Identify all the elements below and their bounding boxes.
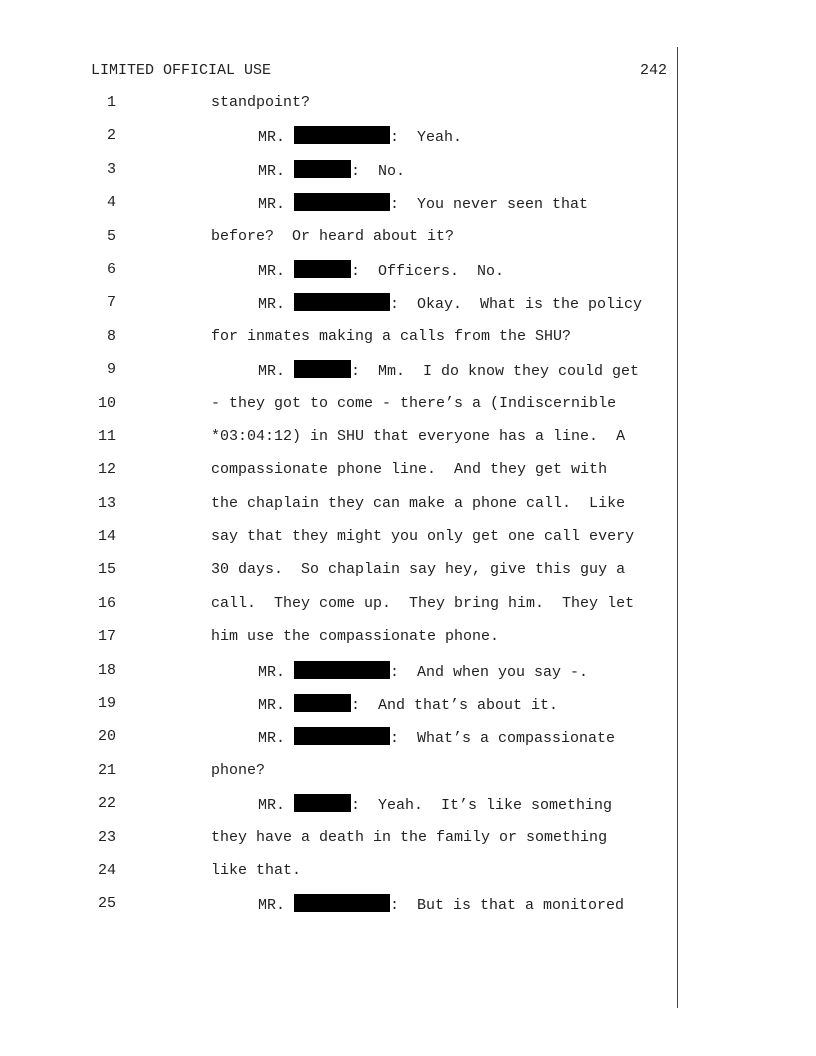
line-content: phone? — [211, 761, 266, 779]
speaker-prefix: MR. — [258, 296, 295, 314]
line-number: 9 — [106, 361, 116, 379]
redaction-box — [294, 661, 390, 679]
line-text — [258, 126, 462, 148]
speaker-prefix: MR. — [258, 697, 295, 715]
line-content: call. They come up. They bring him. They let — [211, 594, 635, 612]
line-text — [211, 460, 607, 480]
transcript-line — [0, 727, 816, 760]
line-number: 6 — [106, 260, 116, 278]
redaction-box — [294, 894, 390, 912]
line-number: 2 — [106, 127, 116, 145]
speaker-prefix: MR. — [258, 196, 295, 214]
line-content: compassionate phone line. And they get with — [211, 461, 608, 479]
line-number: 15 — [97, 561, 116, 579]
line-number: 14 — [97, 528, 116, 546]
line-content: : And that’s about it. — [351, 697, 559, 715]
line-number: 3 — [106, 160, 116, 178]
line-content: : You never seen that — [390, 196, 589, 214]
line-text — [258, 193, 588, 215]
line-number: 5 — [106, 227, 116, 245]
speaker-prefix: MR. — [258, 262, 295, 280]
transcript-line — [0, 661, 816, 694]
transcript-line — [0, 861, 816, 894]
line-number: 18 — [97, 661, 116, 679]
transcript-line — [0, 260, 816, 293]
page-number: 242 — [639, 62, 667, 79]
line-number: 10 — [97, 394, 116, 412]
line-text — [258, 160, 405, 182]
line-number: 12 — [97, 461, 116, 479]
transcript-line — [0, 293, 816, 326]
speaker-prefix: MR. — [258, 897, 295, 915]
line-content: they have a death in the family or something — [211, 828, 608, 846]
line-text — [211, 594, 634, 614]
transcript-line — [0, 560, 816, 593]
transcript-line — [0, 227, 816, 260]
line-number: 19 — [97, 695, 116, 713]
line-content: : And when you say -. — [390, 663, 589, 681]
line-content: : Yeah. — [390, 129, 463, 147]
redaction-box — [294, 126, 390, 144]
speaker-prefix: MR. — [258, 797, 295, 815]
line-number: 24 — [97, 861, 116, 879]
line-content: like that. — [211, 861, 302, 879]
line-text — [211, 861, 301, 881]
transcript-line — [0, 394, 816, 427]
line-content: : Okay. What is the policy — [390, 296, 643, 314]
line-number: 21 — [97, 761, 116, 779]
classification-label: LIMITED OFFICIAL USE — [91, 62, 272, 79]
line-number: 11 — [97, 427, 116, 445]
transcript-line — [0, 193, 816, 226]
line-content: : Mm. I do know they could get — [351, 363, 640, 381]
line-text — [211, 227, 454, 247]
line-text — [258, 794, 612, 816]
line-number: 8 — [106, 327, 116, 345]
line-content: the chaplain they can make a phone call. Like — [211, 494, 626, 512]
line-text — [258, 727, 615, 749]
redaction-box — [294, 727, 390, 745]
line-text — [211, 494, 625, 514]
transcript-line — [0, 160, 816, 193]
line-text — [211, 527, 634, 547]
transcript-line — [0, 327, 816, 360]
transcript-line — [0, 527, 816, 560]
speaker-prefix: MR. — [258, 162, 295, 180]
redaction-box — [294, 193, 390, 211]
transcript-line — [0, 627, 816, 660]
transcript-line — [0, 93, 816, 126]
line-content: for inmates making a calls from the SHU? — [211, 327, 572, 345]
transcript-line — [0, 360, 816, 393]
line-content: say that they might you only get one call every — [211, 528, 635, 546]
line-number: 17 — [97, 628, 116, 646]
transcript-line — [0, 494, 816, 527]
line-text — [211, 394, 616, 414]
transcript-line — [0, 126, 816, 159]
transcript-line — [0, 894, 816, 927]
transcript-line — [0, 694, 816, 727]
redaction-box — [294, 360, 351, 378]
line-text — [211, 761, 265, 781]
redaction-box — [294, 293, 390, 311]
line-number: 16 — [97, 594, 116, 612]
line-content: 30 days. So chaplain say hey, give this guy a — [211, 561, 626, 579]
line-content: him use the compassionate phone. — [211, 628, 500, 646]
transcript-line — [0, 594, 816, 627]
line-content: : No. — [351, 162, 406, 180]
redaction-box — [294, 260, 351, 278]
speaker-prefix: MR. — [258, 663, 295, 681]
line-number: 1 — [106, 94, 116, 111]
line-number: 22 — [97, 795, 116, 813]
redaction-box — [294, 160, 351, 178]
line-text — [258, 293, 642, 315]
transcript-line — [0, 460, 816, 493]
page-header — [91, 61, 667, 81]
line-number: 20 — [97, 728, 116, 746]
transcript-line — [0, 761, 816, 794]
transcript-line — [0, 828, 816, 861]
line-content: : What’s a compassionate — [390, 730, 616, 748]
line-text — [258, 260, 504, 282]
line-number: 13 — [97, 494, 116, 512]
line-text — [258, 360, 639, 382]
line-text — [211, 627, 499, 647]
redaction-box — [294, 794, 351, 812]
line-content: : Officers. No. — [351, 262, 505, 280]
line-number: 4 — [106, 194, 116, 212]
line-text — [211, 427, 625, 447]
line-text — [211, 327, 571, 347]
transcript-lines — [0, 93, 816, 928]
line-content: : Yeah. It’s like something — [351, 797, 613, 815]
line-content: - they got to come - there’s a (Indiscernible — [211, 394, 617, 412]
line-text — [211, 93, 310, 113]
speaker-prefix: MR. — [258, 363, 295, 381]
line-text — [258, 694, 558, 716]
line-number: 25 — [97, 895, 116, 913]
line-number: 7 — [106, 294, 116, 312]
line-content: *03:04:12) in SHU that everyone has a line. A — [211, 427, 626, 445]
transcript-line — [0, 794, 816, 827]
line-number: 23 — [97, 828, 116, 846]
line-content: before? Or heard about it? — [211, 227, 455, 245]
line-content: standpoint? — [211, 94, 311, 111]
redaction-box — [294, 694, 351, 712]
speaker-prefix: MR. — [258, 730, 295, 748]
line-text — [258, 894, 624, 916]
line-content: : But is that a monitored — [390, 897, 625, 915]
speaker-prefix: MR. — [258, 129, 295, 147]
transcript-line — [0, 427, 816, 460]
line-text — [258, 661, 588, 683]
line-text — [211, 828, 607, 848]
line-text — [211, 560, 625, 580]
